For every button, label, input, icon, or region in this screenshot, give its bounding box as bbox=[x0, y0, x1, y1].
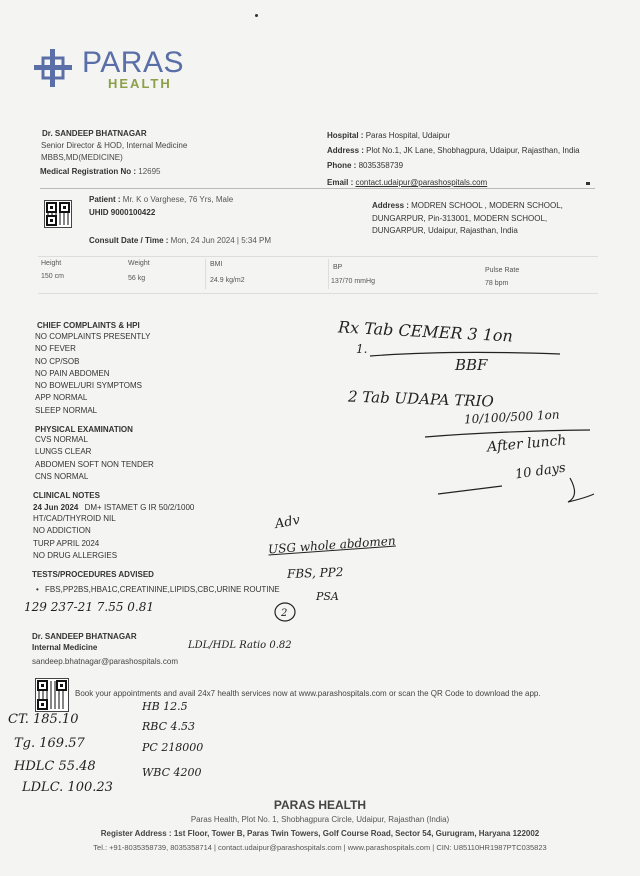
hw-rx2b: 10/100/500 1on bbox=[463, 407, 560, 427]
complaint-item: NO FEVER bbox=[35, 344, 76, 354]
hw-underline bbox=[330, 340, 570, 370]
complaint-item: NO BOWEL/URI SYMPTOMS bbox=[35, 381, 142, 391]
speck-mark bbox=[586, 182, 590, 185]
notes-item: NO DRUG ALLERGIES bbox=[33, 550, 118, 560]
hw-dash bbox=[430, 476, 600, 506]
brand-sub: HEALTH bbox=[108, 76, 172, 91]
vital-value-height: 150 cm bbox=[41, 273, 64, 280]
tests-item-text: FBS,PP2BS,HBA1C,CREATININE,LIPIDS,CBC,URINE ROUTINE bbox=[45, 585, 280, 594]
notes-heading: CLINICAL NOTES bbox=[33, 491, 100, 500]
hw-adv4: PSA bbox=[316, 590, 339, 603]
complaint-item: APP NORMAL bbox=[35, 393, 88, 403]
vital-value-bmi: 24.9 kg/m2 bbox=[210, 277, 245, 284]
hospital-address-label: Address : bbox=[327, 146, 364, 155]
patient-address-line1: MODREN SCHOOL , MODERN SCHOOL, bbox=[411, 201, 563, 210]
hospital-address-value: Plot No.1, JK Lane, Shobhagpura, Udaipur, Rajasthan, India bbox=[366, 146, 580, 155]
patient-row bbox=[89, 194, 233, 205]
hw-pc: PC 218000 bbox=[142, 741, 204, 754]
vital-value-bp: 137/70 mmHg bbox=[331, 278, 375, 285]
hw-ct: CT. 185.10 bbox=[8, 712, 79, 727]
hospital-email-link[interactable]: contact.udaipur@parashospitals.com bbox=[355, 178, 488, 187]
hw-ldlc: LDLC. 100.23 bbox=[22, 780, 113, 795]
hw-rx2c: After lunch bbox=[486, 432, 568, 456]
vital-label-weight: Weight bbox=[128, 260, 150, 267]
page-speck bbox=[255, 14, 258, 17]
vital-label-bp: BP bbox=[333, 264, 343, 271]
patient-label: Patient : bbox=[89, 195, 121, 204]
hw-circle-mark bbox=[272, 600, 298, 624]
hospital-phone-label: Phone : bbox=[327, 161, 357, 170]
registration-label: Medical Registration No : bbox=[40, 167, 137, 176]
exam-heading: PHYSICAL EXAMINATION bbox=[35, 425, 133, 434]
patient-address-line3: DUNGARPUR, Udaipur, Rajasthan, India bbox=[372, 226, 518, 235]
vital-label-height: Height bbox=[41, 260, 62, 267]
booking-text: Book your appointments and avail 24x7 health services now at www.parashospitals.com or scan the QR Code to download the app. bbox=[75, 689, 541, 698]
consult-row bbox=[89, 235, 271, 246]
vital-value-weight: 56 kg bbox=[128, 275, 146, 282]
hw-rx2: 2 Tab UDAPA TRIO bbox=[347, 387, 495, 411]
patient-address-line2: DUNGARPUR, Pin-313001, MODERN SCHOOL, bbox=[372, 214, 548, 223]
brand-logo bbox=[30, 46, 210, 96]
hw-ratio: LDL/HDL Ratio 0.82 bbox=[188, 640, 292, 651]
vital-value-pulse: 78 bpm bbox=[485, 280, 509, 287]
hw-rx2d: 10 days bbox=[514, 460, 567, 483]
hw-hdlc: HDLC 55.48 bbox=[14, 759, 96, 774]
svg-text:2: 2 bbox=[281, 608, 288, 619]
hospital-email-label: Email : bbox=[327, 178, 354, 187]
exam-item: ABDOMEN SOFT NON TENDER bbox=[35, 459, 154, 469]
vitals-table bbox=[38, 256, 598, 294]
patient-uhid: UHID 9000100422 bbox=[89, 208, 156, 217]
exam-item: CNS NORMAL bbox=[35, 471, 89, 481]
registration-number: 12695 bbox=[138, 167, 161, 176]
patient-address-row bbox=[372, 200, 563, 211]
complaint-item: NO CP/SOB bbox=[35, 356, 80, 366]
complaints-heading: CHIEF COMPLAINTS & HPI bbox=[37, 321, 140, 330]
app-qr-code bbox=[35, 678, 69, 712]
hw-adv3: FBS, PP2 bbox=[286, 565, 344, 581]
bullet-icon: • bbox=[36, 585, 39, 594]
vital-label-bmi: BMI bbox=[210, 261, 223, 268]
plus-logo-icon bbox=[30, 46, 76, 90]
doctor-title: Senior Director & HOD, Internal Medicine bbox=[41, 141, 188, 150]
complaint-item: SLEEP NORMAL bbox=[35, 405, 98, 415]
exam-item: CVS NORMAL bbox=[35, 435, 88, 444]
hospital-value: Paras Hospital, Udaipur bbox=[365, 131, 451, 140]
footer-address: Paras Health, Plot No. 1, Shobhagpura Circle, Udaipur, Rajasthan (India) bbox=[190, 815, 450, 824]
footer-title: PARAS HEALTH bbox=[273, 798, 367, 812]
notes-item: HT/CAD/THYROID NIL bbox=[33, 514, 116, 523]
footer-register bbox=[0, 829, 640, 838]
hw-hb: HB 12.5 bbox=[142, 700, 188, 713]
notes-date: 24 Jun 2024 bbox=[33, 503, 79, 512]
hw-tg: Tg. 169.57 bbox=[14, 736, 85, 751]
patient-address-label: Address : bbox=[372, 201, 409, 210]
hw-rx1b: 1. bbox=[356, 342, 368, 356]
footer-contact: Tel.: +91-8035358739, 8035358714 | contact.udaipur@parashospitals.com | www.parashospitals.com | CIN: U85110HR1987PTC035823 bbox=[93, 843, 547, 852]
hw-rx1: Rx Tab CEMER 3 1on bbox=[337, 317, 514, 346]
hw-wbc: WBC 4200 bbox=[142, 766, 202, 779]
hw-adv1: Adv bbox=[273, 512, 302, 533]
signature-dept: Internal Medicine bbox=[32, 643, 98, 652]
signature-email: sandeep.bhatnagar@parashospitals.com bbox=[32, 657, 178, 666]
brand-name: PARAS bbox=[82, 46, 184, 79]
doctor-name: Dr. SANDEEP BHATNAGAR bbox=[42, 129, 147, 138]
notes-first-row bbox=[33, 502, 194, 513]
doctor-degree: MBBS,MD(MEDICINE) bbox=[41, 153, 123, 162]
notes-item: TURP APRIL 2024 bbox=[33, 538, 100, 548]
hospital-email-row bbox=[327, 177, 487, 188]
hw-rx1c: BBF bbox=[455, 356, 488, 374]
tests-heading: TESTS/PROCEDURES ADVISED bbox=[32, 570, 154, 579]
consult-value: Mon, 24 Jun 2024 | 5:34 PM bbox=[170, 236, 272, 245]
hw-adv2: USG whole abdomen bbox=[267, 533, 397, 557]
footer-register-value: 1st Floor, Tower B, Paras Twin Towers, Golf Course Road, Sector 54, Gurugram, Haryana 122002 bbox=[173, 829, 540, 838]
exam-list bbox=[35, 434, 154, 483]
footer-register-label: Register Address : bbox=[100, 829, 172, 838]
complaints-list bbox=[35, 331, 150, 417]
notes-first: DM+ ISTAMET G IR 50/2/1000 bbox=[84, 503, 195, 512]
hospital-phone-value: 8035358739 bbox=[358, 161, 404, 170]
complaint-item: NO COMPLAINTS PRESENTLY bbox=[35, 332, 151, 341]
patient-value: Mr. K o Varghese, 76 Yrs, Male bbox=[122, 195, 234, 204]
hospital-phone-row bbox=[327, 160, 403, 171]
tests-item bbox=[36, 584, 280, 595]
hw-rbc: RBC 4.53 bbox=[142, 720, 195, 733]
patient-qr-code bbox=[44, 200, 72, 228]
exam-item: LUNGS CLEAR bbox=[35, 447, 92, 457]
hospital-row bbox=[327, 130, 450, 141]
signature-name: Dr. SANDEEP BHATNAGAR bbox=[32, 632, 137, 641]
notes-item: NO ADDICTION bbox=[33, 526, 91, 536]
vital-label-pulse: Pulse Rate bbox=[485, 267, 520, 274]
complaint-item: NO PAIN ABDOMEN bbox=[35, 368, 110, 378]
consult-label: Consult Date / Time : bbox=[89, 236, 169, 245]
hw-labs1: 129 237-21 7.55 0.81 bbox=[24, 600, 155, 614]
notes-list bbox=[33, 513, 117, 562]
hospital-label: Hospital : bbox=[327, 131, 364, 140]
doctor-registration bbox=[40, 166, 161, 177]
hospital-address-row bbox=[327, 145, 580, 156]
